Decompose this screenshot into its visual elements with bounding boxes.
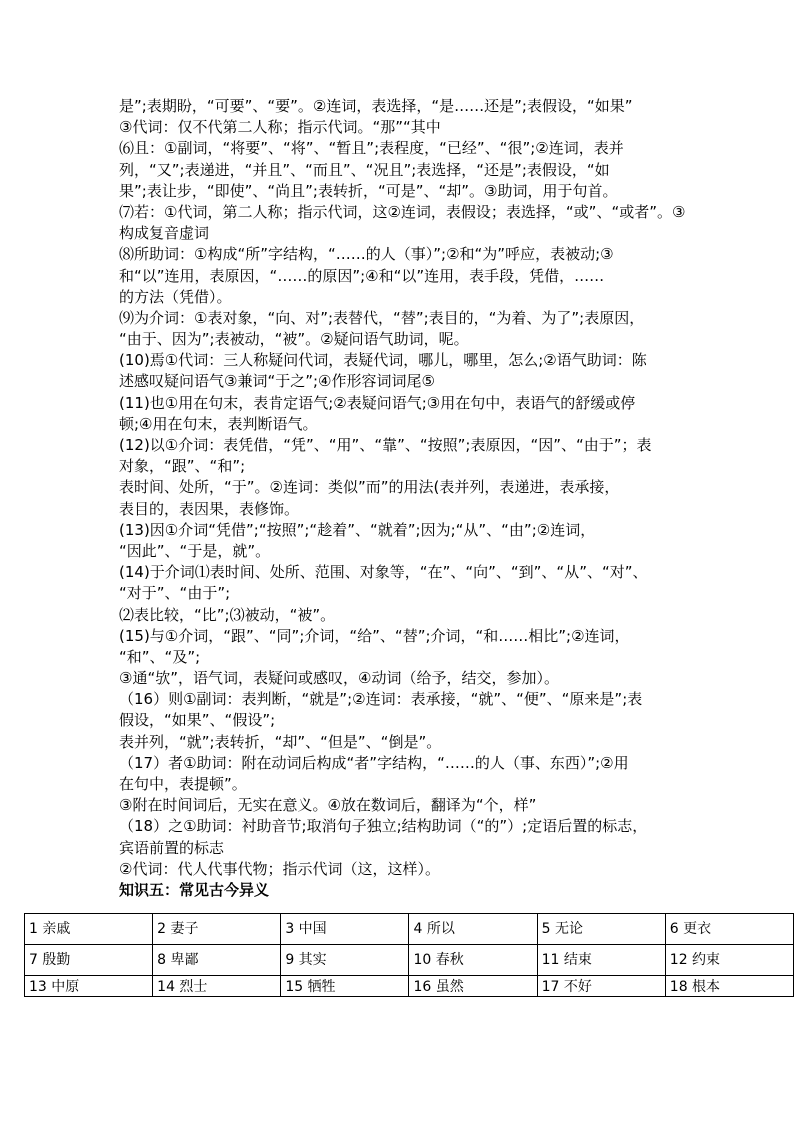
text-line: （18）之①助词：衬助音节;取消句子独立;结构助词（“的”）;定语后置的标志， xyxy=(119,817,648,836)
section-heading: 知识五：常见古今异义 xyxy=(119,880,270,899)
text-line: ⑵表比较，“比”;⑶被动，“被”。 xyxy=(119,605,336,624)
text-line: (10)焉①代词：三人称疑问代词，表疑代词，哪儿，哪里，怎么;②语气助词：陈 xyxy=(119,351,647,370)
table-cell: 4 所以 xyxy=(409,914,537,945)
table-cell: 8 卑鄙 xyxy=(153,945,281,976)
text-line: 和“以”连用，表原因，“……的原因”;④和“以”连用，表手段，凭借，…… xyxy=(119,266,605,285)
text-line: 表并列，“就”;表转折，“却”、“但是”、“倒是”。 xyxy=(119,732,442,751)
text-line: (14)于介词⑴表时间、处所、范围、对象等，“在”、“向”、“到”、“从”、“对”、 xyxy=(119,563,648,582)
text-line: (11)也①用在句末，表肯定语气;②表疑问语气;③用在句中，表语气的舒缓或停 xyxy=(119,393,636,412)
text-line: 述感叹疑问语气③兼词“于之”;④作形容词词尾⑤ xyxy=(119,372,435,391)
text-line: 是”;表期盼，“可要”、“要”。②连词，表选择，“是……还是”;表假设，“如果” xyxy=(119,97,633,115)
table-cell: 10 春秋 xyxy=(409,945,537,976)
table-cell: 7 殷勤 xyxy=(25,945,153,976)
ancient-modern-words-table xyxy=(24,913,794,997)
text-line: 的方法（凭借）。 xyxy=(119,287,232,306)
text-line: （17）者①助词：附在动词后构成“者”字结构，“……的人（事、东西）”;②用 xyxy=(119,753,629,772)
text-line: 在句中，表提顿”。 xyxy=(119,775,247,793)
text-line: ⑺若：①代词，第二人称；指示代词，这②连词，表假设；表选择，“或”、“或者”。③ xyxy=(119,202,686,221)
text-line: (15)与①介词，“跟”、“同”;介词，“给”、“替”;介词，“和……相比”;②连词， xyxy=(119,626,630,645)
table-cell: 13 中原 xyxy=(25,976,153,997)
table-row xyxy=(25,945,794,976)
table-cell: 15 牺牲 xyxy=(281,976,409,997)
table-cell: 2 妻子 xyxy=(153,914,281,945)
table-cell: 6 更衣 xyxy=(665,914,793,945)
text-line: 对象，“跟”、“和”; xyxy=(119,457,246,476)
table-cell: 14 烈士 xyxy=(153,976,281,997)
text-line: (12)以①介词：表凭借，“凭”、“用”、“靠”、“按照”;表原因，“因”、“由于”；表 xyxy=(119,436,652,454)
text-line: ②代词：代人代事代物；指示代词（这，这样）。 xyxy=(119,859,440,878)
text-line: 顿;④用在句末，表判断语气。 xyxy=(119,414,318,433)
text-line: “因此”、“于是，就”。 xyxy=(119,541,271,560)
text-line: 表目的，表因果，表修饰。 xyxy=(119,499,300,518)
table-cell: 17 不好 xyxy=(537,976,665,997)
text-line: 假设，“如果”、“假设”; xyxy=(119,711,276,730)
text-line: 表时间、处所，“于”。②连词：类似”而”的用法(表并列，表递进，表承接， xyxy=(119,478,620,497)
text-line: ⑹且：①副词，“将要”、“将”、“暂且”;表程度，“已经”、“很”;②连词，表并 xyxy=(119,139,624,158)
table-cell: 9 其实 xyxy=(281,945,409,976)
table-row xyxy=(25,976,794,997)
text-line: 构成复音虚词 xyxy=(119,224,210,243)
document-body xyxy=(119,96,686,901)
text-line: ③代词：仅不代第二人称；指示代词。“那”“其中 xyxy=(119,118,441,137)
text-line: “对于”、“由于”; xyxy=(119,584,231,603)
text-line: ⑼为介词：①表对象，“向、对”;表替代，“替”;表目的，“为着、为了”;表原因， xyxy=(119,308,645,327)
text-line: ③附在时间词后，无实在意义。④放在数词后，翻译为“个，样” xyxy=(119,796,537,815)
text-line: 列，“又”;表递进，“并且”、“而且”、“况且”;表选择，“还是”;表假设，“如 xyxy=(119,160,610,179)
table-cell: 16 虽然 xyxy=(409,976,537,997)
text-line: (13)因①介词“凭借”;“按照”;“趁着”、“就着”;因为;“从”、“由”;②连词， xyxy=(119,520,596,539)
table-cell: 18 根本 xyxy=(665,976,793,997)
text-line: ⑻所助词：①构成“所”字结构，“……的人（事）”;②和“为”呼应，表被动;③ xyxy=(119,245,614,264)
table-cell: 3 中国 xyxy=(281,914,409,945)
table-cell: 12 约束 xyxy=(665,945,793,976)
text-line: （16）则①副词：表判断，“就是”;②连词：表承接，“就”、“便”、“原来是”;表 xyxy=(119,690,643,709)
text-line: 果”;表让步，“即使”、“尚且”;表转折，“可是”、“却”。③助词，用于句首。 xyxy=(119,181,618,200)
text-line: “和”、“及”; xyxy=(119,647,201,666)
table-cell: 11 结束 xyxy=(537,945,665,976)
text-line: ③通“欤”，语气词，表疑问或感叹，④动词（给予，结交，参加）。 xyxy=(119,669,559,688)
table-row xyxy=(25,914,794,945)
text-line: “由于、因为”;表被动，“被”。②疑问语气助词，呢。 xyxy=(119,330,469,349)
text-line: 宾语前置的标志 xyxy=(119,838,225,857)
table-cell: 1 亲戚 xyxy=(25,914,153,945)
table-cell: 5 无论 xyxy=(537,914,665,945)
